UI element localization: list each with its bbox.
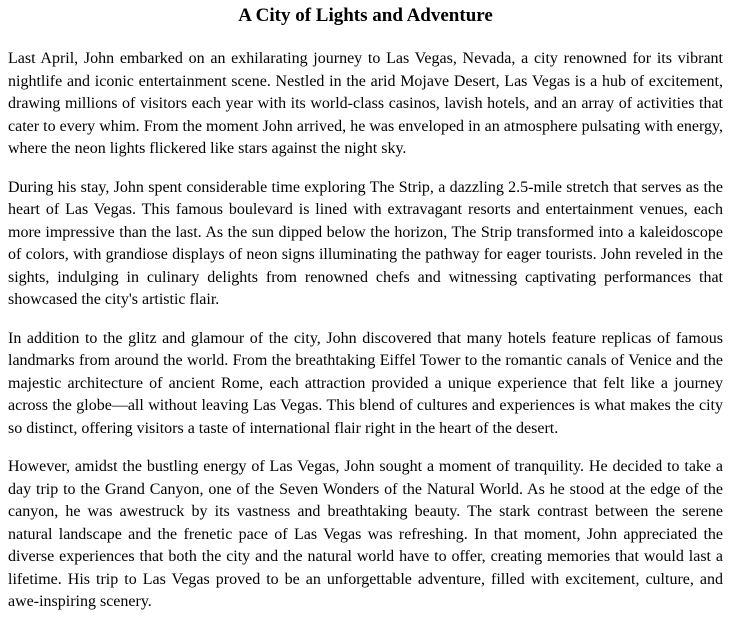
document-title: A City of Lights and Adventure	[238, 5, 493, 26]
paragraph-2: During his stay, John spent considerable time exploring The Strip, a dazzling 2.5-mile stretch that serves as the heart of Las Vegas. This famous boulevard is lined with extravagant resorts and entertainment venues, each more impressive than the last. As the sun dipped below the horizon, The Strip transformed into a kaleidoscope of colors, with grandiose displays of neon signs illuminating the pathway for eager tourists. John reveled in the sights, indulging in culinary delights from renowned chefs and witnessing captivating performances that showcased the city's artistic flair.	[8, 178, 723, 308]
paragraph-4: However, amidst the bustling energy of Las Vegas, John sought a moment of tranquility. He decided to take a day trip to the Grand Canyon, one of the Seven Wonders of the Natural World. As he stood at the edge of the canyon, he was awestruck by its vastness and breathtaking beauty. The stark contrast between the serene natural landscape and the frenetic pace of Las Vegas was refreshing. In that moment, John appreciated the diverse experiences that both the city and the natural world have to offer, creating memories that would last a lifetime. His trip to Las Vegas proved to be an unforgettable adventure, filled with excitement, culture, and awe-inspiring scenery.	[8, 458, 723, 610]
paragraph-1: Last April, John embarked on an exhilarating journey to Las Vegas, Nevada, a city renowned for its vibrant nightlife and iconic entertainment scene. Nestled in the arid Mojave Desert, Las Vegas is a hub of excitement, drawing millions of visitors each year with its world-class casinos, lavish hotels, and an array of activities that cater to every whim. From the moment John arrived, he was enveloped in an atmosphere pulsating with energy, where the neon lights flickered like stars against the night sky.	[8, 50, 723, 157]
paragraph-3: In addition to the glitz and glamour of the city, John discovered that many hotels feature replicas of famous landmarks from around the world. From the breathtaking Eiffel Tower to the romantic canals of Venice and the majestic architecture of ancient Rome, each attraction provided a unique experience that felt like a journey across the globe—all without leaving Las Vegas. This blend of cultures and experiences is what makes the city so distinct, offering visitors a taste of international flair right in the heart of the desert.	[8, 329, 723, 437]
